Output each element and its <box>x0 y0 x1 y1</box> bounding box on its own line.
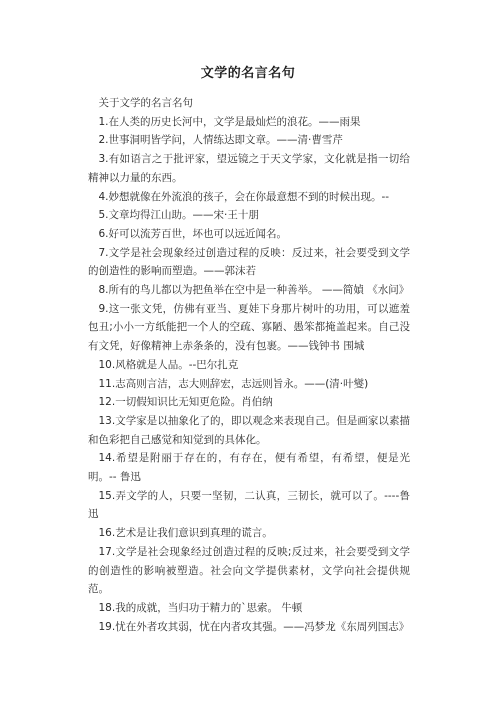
document-title: 文学的名言名句 <box>200 66 296 81</box>
quote-paragraph: 13.文学家是以抽象化了的，即以观念来表现自己。但是画家以素描和色彩把自己感觉和知觉到的具体化。 <box>88 414 410 446</box>
quote-paragraph: 15.弄文学的人，只要一坚韧，二认真，三韧长，就可以了。----鲁迅 <box>88 489 410 521</box>
quote-paragraph: 19.忧在外者攻其弱，忧在内者攻其强。——冯梦龙《东周列国志》 <box>98 620 410 633</box>
quote-paragraph: 10.风格就是人品。--巴尔扎克 <box>98 358 239 371</box>
quote-paragraph: 14.希望是附丽于存在的，有存在，便有希望，有希望，便是光明。-- 鲁迅 <box>88 452 410 484</box>
document-body <box>88 94 410 636</box>
quote-paragraph: 8.所有的鸟儿都以为把鱼举在空中是一种善举。 ——简媜 《水问》 <box>98 284 410 297</box>
quote-paragraph: 1.在人类的历史长河中，文学是最灿烂的浪花。——雨果 <box>98 115 361 128</box>
quote-paragraph: 18.我的成就，当归功于精力的`思索。 牛顿 <box>98 601 303 614</box>
quote-paragraph: 11.志高则言洁，志大则辞宏，志远则旨永。——(清·叶燮) <box>98 377 369 390</box>
quote-paragraph: 17.文学是社会现象经过创造过程的反映;反过来，社会要受到文学的创造性的影响被塑造。社会向文学提供素材，文学向社会提供规范。 <box>88 545 410 596</box>
quote-paragraph: 2.世事洞明皆学问，人情练达即文章。——清·曹雪芹 <box>98 134 343 147</box>
quote-paragraph: 5.文章均得江山助。——宋·王十朋 <box>98 209 259 222</box>
quote-paragraph: 3.有如语言之于批评家，望远镜之于天文学家，文化就是指一切给精神以力量的东西。 <box>88 153 410 184</box>
quote-paragraph: 16.艺术是让我们意识到真理的谎言。 <box>98 527 273 540</box>
quote-paragraph: 7.文学是社会现象经过创造过程的反映：反过来，社会要受到文学的创造性的影响而塑造。——郭沫若 <box>88 246 410 278</box>
quote-paragraph: 6.好可以流芳百世，坏也可以远近闻名。 <box>98 227 288 240</box>
quote-paragraph: 4.妙想就像在外流浪的孩子，会在你最意想不到的时候出现。-- <box>98 190 390 203</box>
quote-paragraph: 12.一切假知识比无知更危险。肖伯纳 <box>98 396 273 409</box>
intro-heading: 关于文学的名言名句 <box>98 97 193 109</box>
quote-paragraph: 9.这一张文凭，仿佛有亚当、夏娃下身那片树叶的功用，可以遮羞包丑;小小一方纸能把一个人的空疏、寡陋、愚笨都掩盖起来。自己没有文凭，好像精神上赤条条的，没有包裹。——钱钟书 围城 <box>88 302 410 353</box>
